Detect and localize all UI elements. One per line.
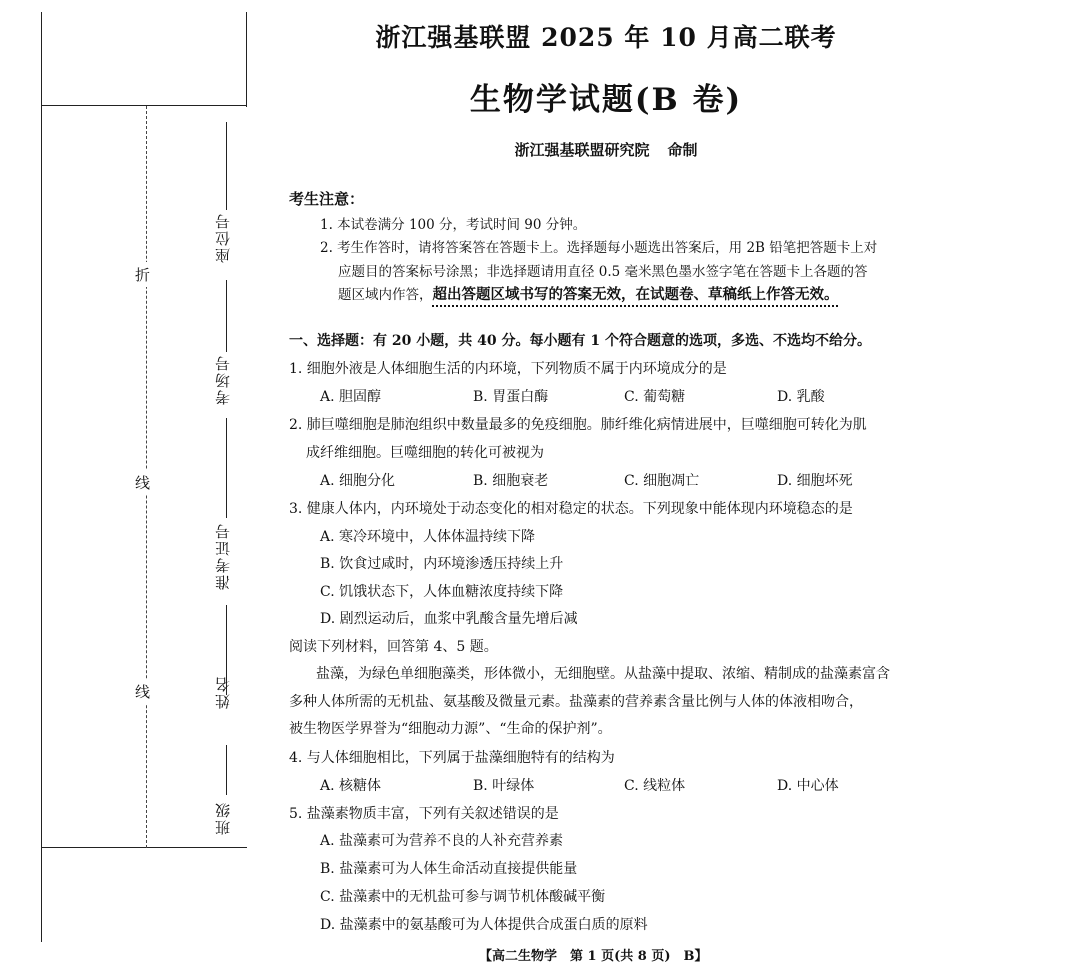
question-1-option-c: C. 葡萄糖 xyxy=(624,389,686,405)
question-3-option-b: B. 饮食过咸时，内环境渗透压持续上升 xyxy=(320,556,564,572)
question-5-option-c: C. 盐藻素中的无机盐可参与调节机体酸碱平衡 xyxy=(320,889,606,905)
page-footer: 【高二生物学 第 1 页(共 8 页) B】 xyxy=(479,949,708,964)
question-1-option-a: A. 胆固醇 xyxy=(320,389,382,405)
question-5-option-b: B. 盐藻素可为人体生命活动直接提供能量 xyxy=(320,861,578,877)
publisher-suffix: 命制 xyxy=(667,141,698,159)
exam-room-field[interactable] xyxy=(212,280,236,410)
question-4-option-b: B. 叶绿体 xyxy=(473,778,535,794)
question-4-stem: 4. 与人体细胞相比，下列属于盐藻细胞特有的结构为 xyxy=(289,750,615,766)
question-2-stem-2: 成纤维细胞。巨噬细胞的转化可被视为 xyxy=(306,445,544,461)
question-1-stem: 1. 细胞外液是人体细胞生活的内环境，下列物质不属于内环境成分的是 xyxy=(289,361,727,377)
publisher-line xyxy=(286,139,926,160)
reading-intro: 阅读下列材料，回答第 4、5 题。 xyxy=(289,639,498,655)
question-3-option-d: D. 剧烈运动后，血浆中乳酸含量先增后减 xyxy=(320,611,578,627)
seat-number-label: 座位号 xyxy=(214,212,232,263)
fold-char-3: 线 xyxy=(135,679,150,704)
admission-ticket-label: 准考证号 xyxy=(214,522,232,590)
publisher-name: 浙江强基联盟研究院 xyxy=(514,141,650,159)
notice-item-2-line-1: 2. 考生作答时，请将答案答在答题卡上。选择题每小题选出答案后，用 2B 铅笔把答题卡上对 xyxy=(320,240,878,256)
exam-title: 浙江强基联盟 2025 年 10 月高二联考 xyxy=(375,23,837,52)
question-2-option-c: C. 细胞凋亡 xyxy=(624,473,700,489)
question-5-option-a: A. 盐藻素可为营养不良的人补充营养素 xyxy=(320,833,564,849)
notice-item-2-line-3 xyxy=(338,283,839,304)
name-label: 姓名 xyxy=(214,675,232,709)
question-3-stem: 3. 健康人体内，内环境处于动态变化的相对稳定的状态。下列现象中能体现内环境稳态的是 xyxy=(289,501,853,517)
strip-bottom-divider xyxy=(41,847,247,848)
question-3-option-c: C. 饥饿状态下，人体血糖浓度持续下降 xyxy=(320,584,564,600)
class-label: 班级 xyxy=(214,801,232,835)
exam-room-line xyxy=(226,280,227,352)
exam-room-label: 考场号 xyxy=(214,354,232,405)
seat-number-line xyxy=(226,122,227,210)
notice-emphasis: 超出答题区域书写的答案无效，在试题卷、草稿纸上作答无效。 xyxy=(432,286,839,303)
name-field[interactable] xyxy=(212,605,236,745)
question-2-option-d: D. 细胞坏死 xyxy=(777,473,853,489)
class-field[interactable] xyxy=(212,745,236,845)
admission-ticket-field[interactable] xyxy=(212,418,236,598)
question-4-option-a: A. 核糖体 xyxy=(320,778,382,794)
question-4-option-d: D. 中心体 xyxy=(777,778,839,794)
fold-char-2: 线 xyxy=(135,470,150,495)
subject-title: 生物学试题(B 卷) xyxy=(469,82,743,118)
section-heading: 一、选择题：有 20 小题，共 40 分。每小题有 1 个符合题意的选项，多选、不选均不给分。 xyxy=(289,333,871,349)
question-4-option-c: C. 线粒体 xyxy=(624,778,686,794)
notice-item-2-line-2: 应题目的答案标号涂黑；非选择题请用直径 0.5 毫米黑色墨水签字笔在答题卡上各题的答 xyxy=(338,264,868,280)
class-line xyxy=(226,745,227,795)
reading-paragraph-line-1: 盐藻，为绿色单细胞藻类，形体微小，无细胞壁。从盐藻中提取、浓缩、精制成的盐藻素富含 xyxy=(316,666,890,682)
notice-item-2-text: 题区域内作答， xyxy=(338,287,433,303)
reading-paragraph-line-2: 多种人体所需的无机盐、氨基酸及微量元素。盐藻素的营养素含量比例与人体的体液相吻合， xyxy=(289,694,863,710)
question-2-stem-1: 2. 肺巨噬细胞是肺泡组织中数量最多的免疫细胞。肺纤维化病情进展中，巨噬细胞可转化为肌 xyxy=(289,417,867,433)
strip-left-border xyxy=(41,12,42,942)
fold-char-1: 折 xyxy=(135,262,150,287)
question-2-option-b: B. 细胞衰老 xyxy=(473,473,549,489)
notice-heading: 考生注意： xyxy=(289,190,365,208)
question-5-stem: 5. 盐藻素物质丰富，下列有关叙述错误的是 xyxy=(289,806,559,822)
seat-number-field[interactable] xyxy=(212,122,236,272)
strip-top-divider xyxy=(41,105,247,106)
question-2-option-a: A. 细胞分化 xyxy=(320,473,396,489)
binding-strip xyxy=(0,0,250,975)
question-1-option-b: B. 胃蛋白酶 xyxy=(473,389,549,405)
question-5-option-d: D. 盐藻素中的氨基酸可为人体提供合成蛋白质的原料 xyxy=(320,917,648,933)
question-3-option-a: A. 寒冷环境中，人体体温持续下降 xyxy=(320,529,536,545)
strip-right-border-top xyxy=(246,12,247,107)
notice-item-1: 1. 本试卷满分 100 分，考试时间 90 分钟。 xyxy=(320,217,587,233)
admission-ticket-line xyxy=(226,418,227,518)
question-1-option-d: D. 乳酸 xyxy=(777,389,825,405)
reading-paragraph-line-3: 被生物医学界誉为“细胞动力源”、“生命的保护剂”。 xyxy=(289,721,612,737)
